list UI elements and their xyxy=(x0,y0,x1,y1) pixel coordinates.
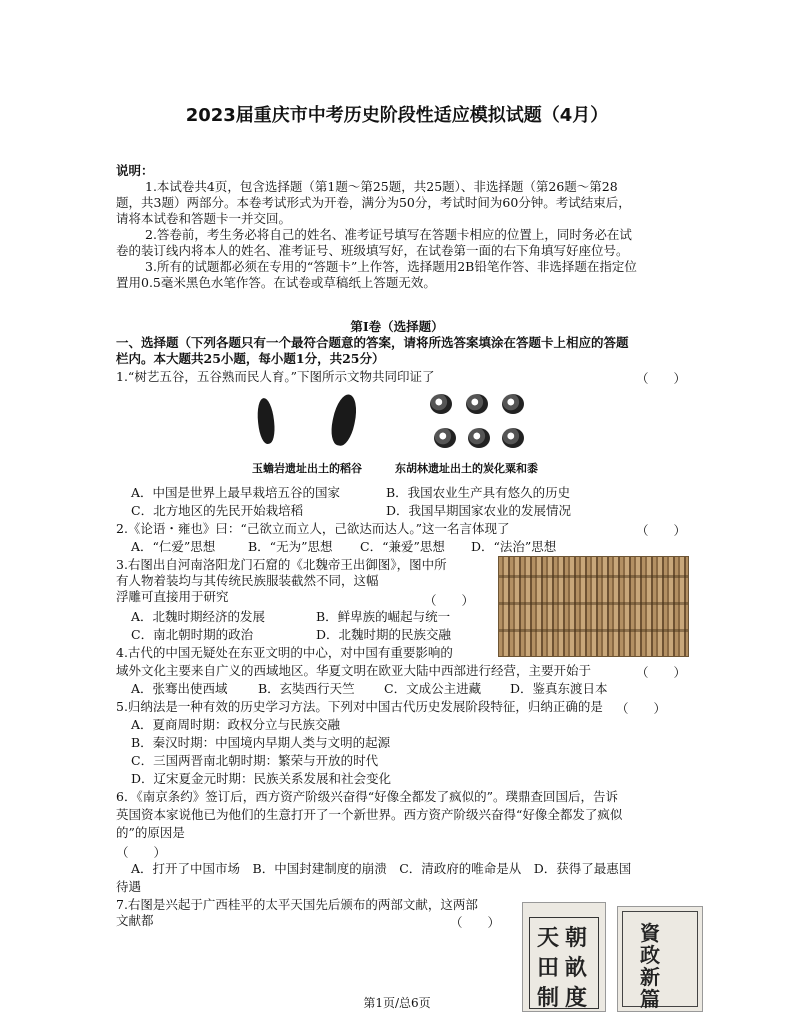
question-6-options: A．打开了中国市场 B．中国封建制度的崩溃 C．清政府的唯命是从 D．获得了最惠国 xyxy=(131,861,632,876)
option-b: B．秦汉时期：中国境内早期人类与文明的起源 xyxy=(131,735,391,750)
book-title-char: 度 xyxy=(565,985,588,1011)
book-title-char: 資 xyxy=(640,921,660,945)
question-3-stem: 有人物着装均与其传统民族服装截然不同，这幅 xyxy=(116,573,379,588)
question-6-stem: 英国资本家说他已为他们的生意打开了一个新世界。西方资产阶级兴奋得“好像全都发了疯似 xyxy=(116,807,623,822)
question-4-stem: 4.古代的中国无疑处在东亚文明的中心，对中国有重要影响的 xyxy=(116,645,453,660)
option-a: A．夏商周时期：政权分立与民族交融 xyxy=(131,717,341,732)
option-b: B．鲜卑族的崛起与统一 xyxy=(316,609,451,624)
book-title-char: 新 xyxy=(640,965,660,989)
book-title-char: 制 xyxy=(537,985,560,1011)
instruction-line: 卷的装订线内将本人的姓名、准考证号、班级填写好，在试卷第一面的右下角填写好座位号。 xyxy=(116,243,629,258)
option-c: C．“兼爱”思想 xyxy=(360,539,445,554)
page-footer: 第1页/总6页 xyxy=(363,996,431,1010)
option-d: D．鉴真东渡日本 xyxy=(510,681,608,696)
answer-bracket: （ ） xyxy=(636,523,687,538)
page-title: 2023届重庆市中考历史阶段性适应模拟试题（4月） xyxy=(185,105,609,126)
question-4-stem: 域外文化主要来自广义的西域地区。华夏文明在欧亚大陆中西部进行经营，主要开始于 xyxy=(116,663,592,678)
question-7-stem: 7.右图是兴起于广西桂平的太平天国先后颁布的两部文献，这两部 xyxy=(116,897,478,912)
option-a: A．北魏时期经济的发展 xyxy=(131,609,266,624)
section-intro-line: 栏内。本大题共25小题，每小题1分，共25分） xyxy=(116,351,385,366)
book-title-char: 田 xyxy=(537,955,560,981)
option-b: B．我国农业生产具有悠久的历史 xyxy=(386,485,571,500)
book-title-char: 朝 xyxy=(565,925,588,951)
book-title-char: 畝 xyxy=(565,955,588,981)
option-a: A．“仁爱”思想 xyxy=(131,539,216,554)
option-c: C．三国两晋南北朝时期：繁荣与开放的时代 xyxy=(131,753,379,768)
book-title-char: 天 xyxy=(537,925,560,951)
image-caption-rice: 玉蟾岩遗址出土的稻谷 xyxy=(252,462,362,475)
option-a: A．中国是世界上最早栽培五谷的国家 xyxy=(131,485,341,500)
book-title-char: 篇 xyxy=(640,987,660,1011)
option-d: D．北魏时期的民族交融 xyxy=(316,627,452,642)
section-title: 第Ⅰ卷（选择题） xyxy=(350,319,444,334)
instruction-line: 请将本试卷和答题卡一并交回。 xyxy=(116,211,292,226)
question-7-stem: 文献都 xyxy=(116,913,154,928)
answer-bracket: （ ） xyxy=(450,915,501,930)
instruction-line: 2.答卷前，考生务必将自己的姓名、准考证号填写在答题卡相应的位置上，同时务必在试 xyxy=(145,227,632,242)
option-c: C．南北朝时期的政治 xyxy=(131,627,254,642)
question-1-stem: 1.“树艺五谷，五谷熟而民人育。”下图所示文物共同印证了 xyxy=(116,369,435,384)
instruction-line: 题，共3题）两部分。本卷考试形式为开卷，满分为50分，考试时间为60分钟。考试结束后， xyxy=(116,195,631,210)
answer-bracket: （ ） xyxy=(636,665,687,680)
instruction-line: 1.本试卷共4页，包含选择题（第1题～第25题，共25题）、非选择题（第26题～第28 xyxy=(145,179,618,194)
image-caption-millet: 东胡林遗址出土的炭化粟和黍 xyxy=(395,462,538,475)
instruction-line: 3.所有的试题都必须在专用的“答题卡”上作答，选择题用2B铅笔作答、非选择题在指定位 xyxy=(145,259,637,274)
option-d: D．我国早期国家农业的发展情况 xyxy=(386,503,572,518)
option-d: D．“法治”思想 xyxy=(471,539,557,554)
answer-bracket: （ ） xyxy=(116,845,167,860)
question-6-stem: 6．《南京条约》签订后，西方资产阶级兴奋得“好像全都发了疯似的”。璞鼎查回国后，告诉 xyxy=(116,789,618,804)
instruction-line: 置用0.5毫米黑色水笔作答。在试卷或草稿纸上答题无效。 xyxy=(116,275,436,290)
question-6-options: 待遇 xyxy=(116,879,142,894)
section-intro-line: 一、选择题（下列各题只有一个最符合题意的答案，请将所选答案填涂在答题卡上相应的答题 xyxy=(116,335,629,350)
option-b: B．“无为”思想 xyxy=(248,539,333,554)
book-title-char: 政 xyxy=(640,943,660,967)
answer-bracket: （ ） xyxy=(424,593,475,608)
question-2-stem: 2.《论语・雍也》曰：“己欲立而立人，己欲达而达人。”这一名言体现了 xyxy=(116,521,510,536)
answer-bracket: （ ） xyxy=(636,371,687,386)
question-5-stem: 5.归纳法是一种有效的历史学习方法。下列对中国古代历史发展阶段特征，归纳正确的是 xyxy=(116,699,603,714)
option-c: C．文成公主进藏 xyxy=(384,681,482,696)
question-3-stem: 3.右图出自河南洛阳龙门石窟的《北魏帝王出御图》，图中所 xyxy=(116,557,447,572)
option-d: D．辽宋夏金元时期：民族关系发展和社会变化 xyxy=(131,771,392,786)
question-6-stem: 的”的原因是 xyxy=(116,825,185,840)
option-c: C．北方地区的先民开始栽培稻 xyxy=(131,503,304,518)
option-a: A．张骞出使西域 xyxy=(131,681,228,696)
instructions-heading: 说明： xyxy=(116,163,154,178)
question-3-stem: 浮雕可直接用于研究 xyxy=(116,589,229,604)
answer-bracket: （ ） xyxy=(616,701,667,716)
relief-sculpture-image xyxy=(498,556,689,657)
option-b: B．玄奘西行天竺 xyxy=(258,681,355,696)
